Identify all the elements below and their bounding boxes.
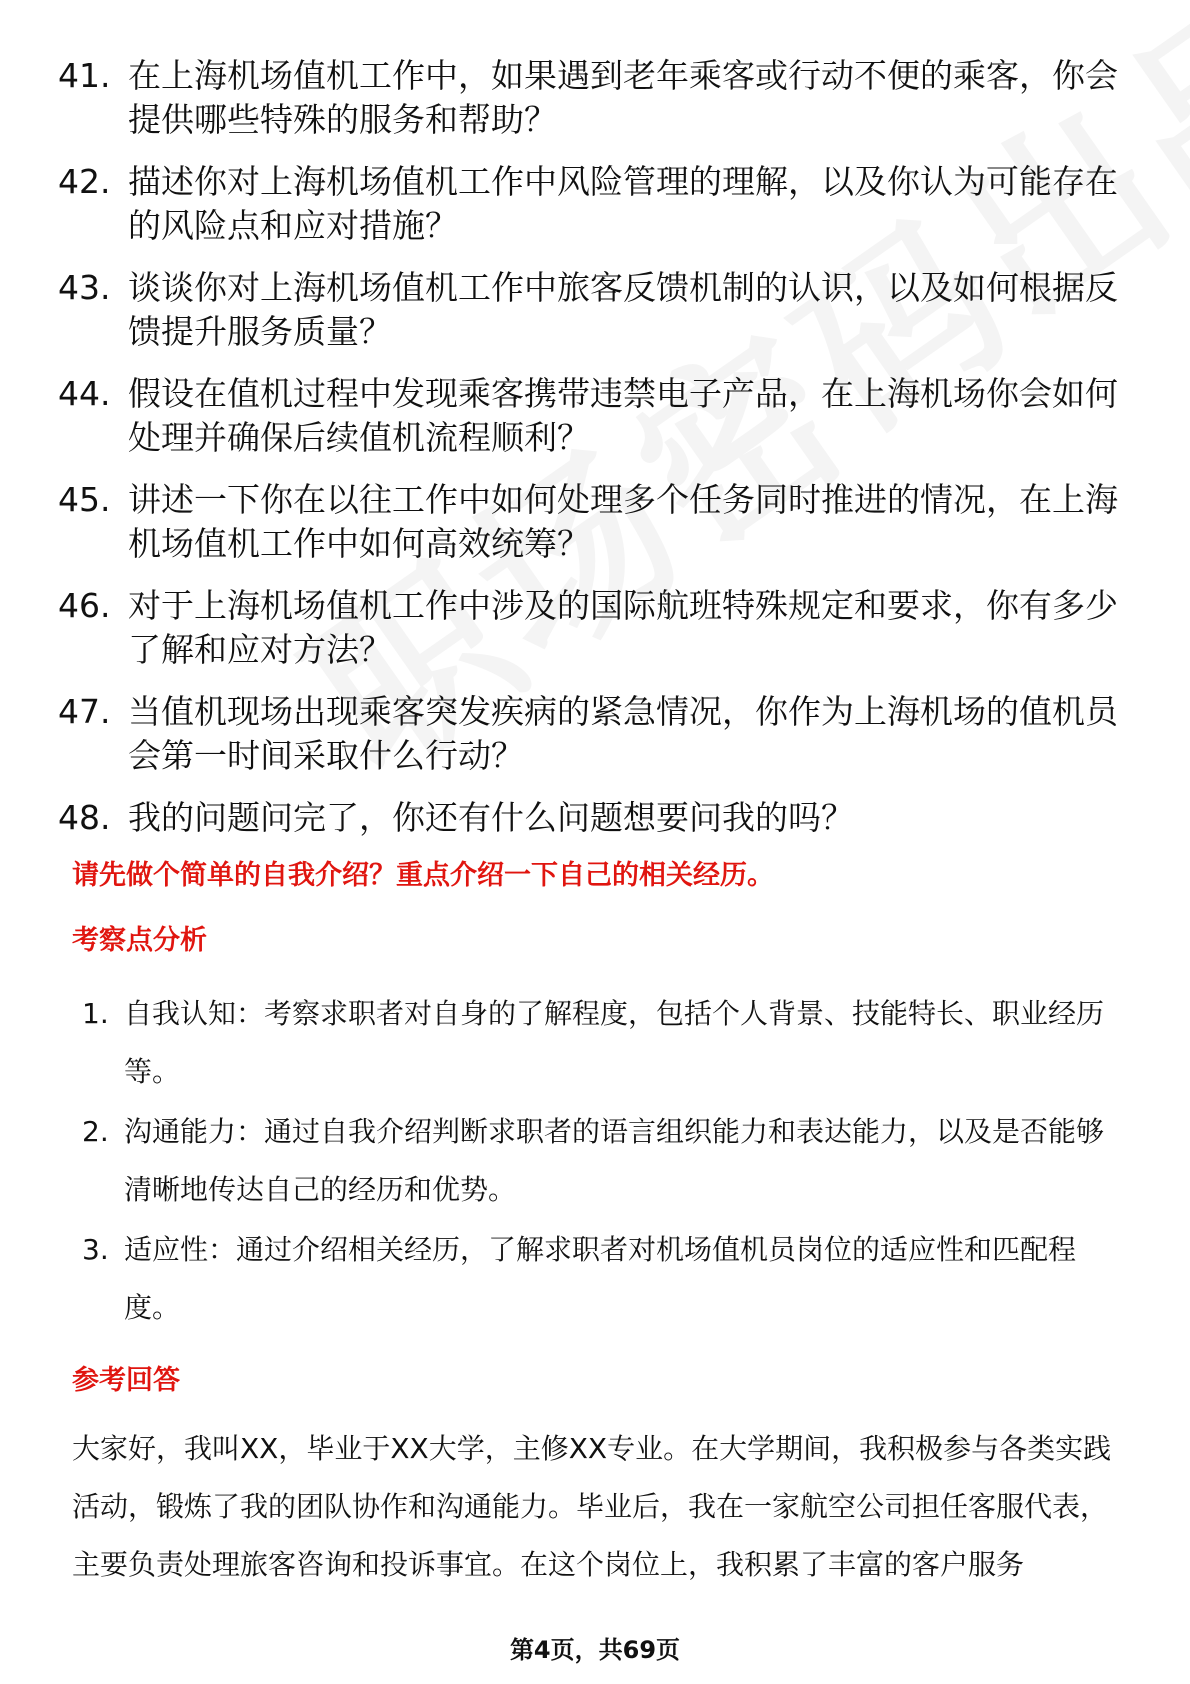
analysis-text: 适应性：通过介绍相关经历，了解求职者对机场值机员岗位的适应性和匹配程度。 xyxy=(124,1233,1077,1324)
answer-paragraph: 大家好，我叫XX，毕业于XX大学，主修XX专业。在大学期间，我积极参与各类实践活动，锻炼了我的团队协作和沟通能力。毕业后，我在一家航空公司担任客服代表，主要负责处理旅客咨询和投诉事宜。在这个岗位上，我积累了丰富的客户服务 xyxy=(72,1432,1112,1581)
question-item xyxy=(58,54,1128,142)
question-text: 在上海机场值机工作中，如果遇到老年乘客或行动不便的乘客，你会提供哪些特殊的服务和帮助？ xyxy=(128,56,1118,139)
answer-heading: 参考回答 xyxy=(72,1365,180,1396)
analysis-text: 自我认知：考察求职者对自身的了解程度，包括个人背景、技能特长、职业经历等。 xyxy=(124,997,1105,1088)
question-number: 45. xyxy=(58,480,111,519)
analysis-item xyxy=(82,1103,1122,1219)
question-text: 描述你对上海机场值机工作中风险管理的理解，以及你认为可能存在的风险点和应对措施？ xyxy=(128,162,1118,245)
analysis-number: 3. xyxy=(82,1233,109,1266)
question-item xyxy=(58,478,1128,566)
analysis-item xyxy=(82,1221,1122,1337)
question-item xyxy=(58,372,1128,460)
question-item xyxy=(58,796,1128,840)
question-number: 44. xyxy=(58,374,111,413)
question-text: 假设在值机过程中发现乘客携带违禁电子产品，在上海机场你会如何处理并确保后续值机流程顺利？ xyxy=(128,374,1118,457)
question-number: 41. xyxy=(58,56,111,95)
question-item xyxy=(58,266,1128,354)
analysis-item xyxy=(82,985,1122,1101)
analysis-number: 2. xyxy=(82,1115,109,1148)
question-list xyxy=(58,54,1128,858)
question-item xyxy=(58,584,1128,672)
question-number: 46. xyxy=(58,586,111,625)
question-text: 当值机现场出现乘客突发疾病的紧急情况，你作为上海机场的值机员会第一时间采取什么行动？ xyxy=(128,692,1118,775)
analysis-heading: 考察点分析 xyxy=(72,925,207,956)
analysis-list xyxy=(82,985,1122,1339)
question-text: 我的问题问完了，你还有什么问题想要问我的吗？ xyxy=(128,798,854,837)
question-item xyxy=(58,160,1128,248)
analysis-text: 沟通能力：通过自我介绍判断求职者的语言组织能力和表达能力，以及是否能够清晰地传达自己的经历和优势。 xyxy=(124,1115,1105,1206)
question-text: 谈谈你对上海机场值机工作中旅客反馈机制的认识，以及如何根据反馈提升服务质量？ xyxy=(128,268,1118,351)
page-footer: 第4页，共69页 xyxy=(509,1636,681,1664)
question-number: 48. xyxy=(58,798,111,837)
question-number: 42. xyxy=(58,162,111,201)
question-item xyxy=(58,690,1128,778)
question-text: 讲述一下你在以往工作中如何处理多个任务同时推进的情况，在上海机场值机工作中如何高效统筹？ xyxy=(128,480,1118,563)
analysis-number: 1. xyxy=(82,997,109,1030)
question-number: 47. xyxy=(58,692,111,731)
question-number: 43. xyxy=(58,268,111,307)
question-heading: 请先做个简单的自我介绍？重点介绍一下自己的相关经历。 xyxy=(72,860,774,891)
question-text: 对于上海机场值机工作中涉及的国际航班特殊规定和要求，你有多少了解和应对方法？ xyxy=(128,586,1118,669)
